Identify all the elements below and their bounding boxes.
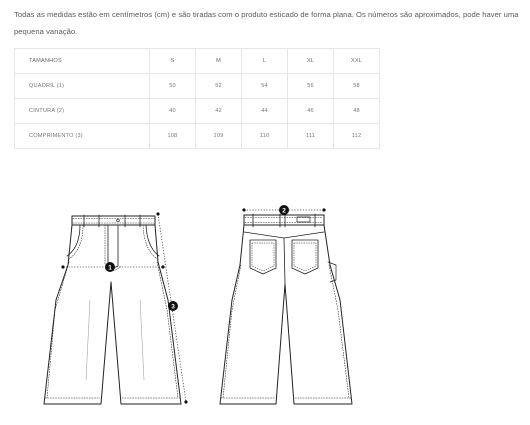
table-cell: 54 [242, 74, 288, 99]
waist-line-endpoint [322, 208, 325, 211]
hip-line-endpoint [61, 265, 64, 268]
header-cell-l: L [242, 49, 288, 74]
marker-1 [105, 262, 115, 272]
marker-3-label: 3 [171, 303, 175, 311]
table-cell: 56 [288, 74, 334, 99]
size-note: Todas as medidas estão em centímetros (cm) e são tiradas com o produto esticado de forma plana. Os números são aproximados, pode haver uma pequena variação. [14, 10, 519, 36]
header-cell-xl: XL [288, 49, 334, 74]
hip-line-endpoint [161, 265, 164, 268]
length-line-endpoint [156, 212, 159, 215]
table-cell: 109 [196, 124, 242, 149]
table-cell: 58 [334, 74, 380, 99]
header-cell-sizes: TAMANHOS [15, 49, 150, 74]
row-label-hip: QUADRIL (1) [15, 74, 150, 99]
header-cell-s: S [150, 49, 196, 74]
header-cell-xxl: XXL [334, 49, 380, 74]
pants-front-illustration [44, 215, 181, 404]
table-cell: 46 [288, 99, 334, 124]
table-cell: 50 [150, 74, 196, 99]
row-label-length: COMPRIMENTO (3) [15, 124, 150, 149]
header-cell-m: M [196, 49, 242, 74]
table-cell: 110 [242, 124, 288, 149]
table-cell: 48 [334, 99, 380, 124]
table-cell: 52 [196, 74, 242, 99]
row-label-waist: CINTURA (2) [15, 99, 150, 124]
marker-2-label: 2 [282, 207, 286, 215]
table-cell: 111 [288, 124, 334, 149]
marker-1-label: 1 [108, 264, 112, 272]
marker-2 [279, 205, 289, 215]
marker-3 [168, 301, 178, 311]
table-cell: 44 [242, 99, 288, 124]
table-cell: 40 [150, 99, 196, 124]
length-line-endpoint [184, 400, 187, 403]
waist-line-endpoint [242, 208, 245, 211]
pants-back-illustration [220, 214, 352, 404]
table-cell: 42 [196, 99, 242, 124]
table-cell: 112 [334, 124, 380, 149]
table-cell: 108 [150, 124, 196, 149]
